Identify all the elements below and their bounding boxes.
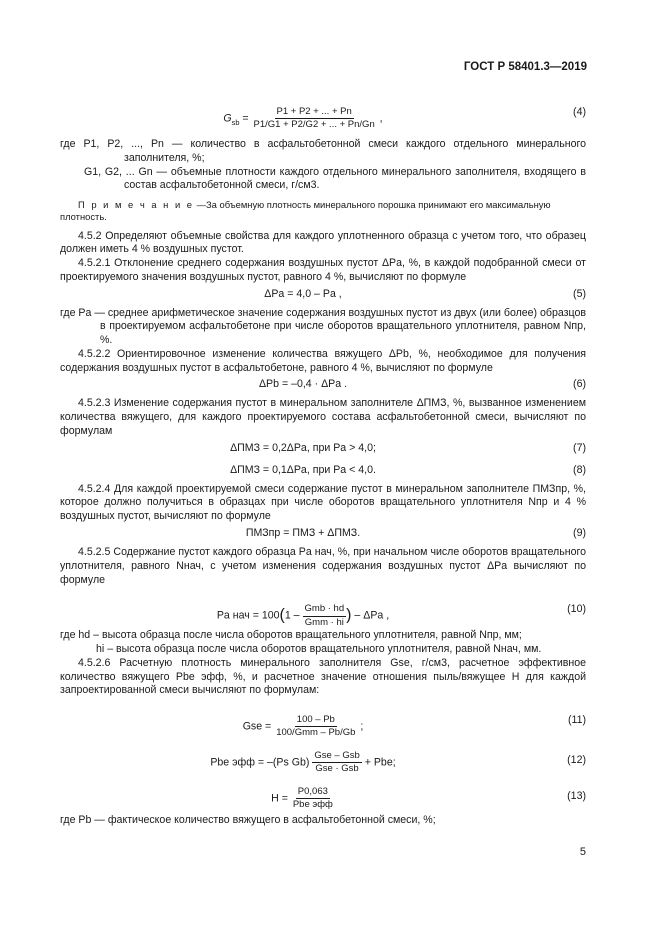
equation-13-number: (13) (567, 790, 586, 803)
equation-4 (60, 90, 586, 138)
definition-g: G1, G2, ... Gn — объемные плотности каждого отдельного минерального заполнителя, входящего в состав асфальтобетонной смеси, г/см3. (84, 165, 586, 192)
equation-13 (60, 778, 586, 814)
equation-7-number: (7) (573, 441, 586, 454)
para-4-5-2-6: 4.5.2.6 Расчетную плотность минерального заполнителя Gse, г/см3, расчетное эффективное количество вяжущего Pbe эфф, %, и расчетное значение отношения пыль/вяжущее H для каждой запроектированной смеси вычисляют по формулам: (60, 656, 586, 697)
equation-12 (60, 742, 586, 778)
definition-hi: hi – высота образца после числа оборотов вращательного уплотнителя, равной Nнач, мм. (96, 643, 542, 656)
equation-7-formula: ΔПМЗ = 0,2ΔPa, при Pa > 4,0; (230, 441, 376, 454)
equation-10-number: (10) (567, 603, 586, 616)
equation-9-formula: ПМЗпр = ПМЗ + ΔПМЗ. (245, 526, 361, 539)
equation-6-formula: ΔPb = –0,4 · ΔPa . (258, 378, 348, 391)
equation-5-formula: ΔPa = 4,0 – Pa , (264, 287, 342, 300)
equation-11-number: (11) (567, 714, 586, 727)
page-body (60, 90, 586, 828)
equation-8-formula: ΔПМЗ = 0,1ΔPa, при Pa < 4,0. (230, 463, 376, 476)
equation-4-formula: $G_{sb}$ = $\frac{P1 + P2 + ... + Pn}{P1/G1 + P2/G2 + ... + Pn/Gn}$ , (223, 106, 383, 131)
equation-9-number: (9) (573, 526, 586, 539)
note (60, 199, 586, 223)
page-header: ГОСТ Р 58401.3—2019 (463, 61, 587, 73)
equation-13-formula: H = $\frac{P0,063}{\text{Pbe эфф}}$ (271, 786, 333, 811)
equation-5 (60, 285, 586, 307)
equation-12-number: (12) (567, 754, 586, 767)
para-4-5-2-3: 4.5.2.3 Изменение содержания пустот в минеральном заполнителе ΔПМЗ, %, вызванное изменением количества вяжущего, для каждого проектируемого состава асфальтобетонной смеси, вычисляют по формулам (60, 397, 586, 437)
equation-8 (60, 461, 586, 483)
equation-10 (60, 587, 586, 629)
equation-11 (60, 698, 586, 742)
equation-12-formula: Pbe эфф = –(Ps Gb) $\frac{\text{Gse – Gsb}}{\text{Gse · Gsb}}$ + Pbe; (210, 750, 396, 775)
para-4-5-2: 4.5.2 Определяют объемные свойства для каждого уплотненного образца с учетом того, что образец должен иметь 4 % воздушных пустот. (60, 229, 586, 256)
equation-6-number: (6) (573, 378, 586, 391)
note-label: П р и м е ч а н и е (78, 199, 195, 211)
definition-pb: где Pb — фактическое количество вяжущего в асфальтобетонной смеси, %; (60, 814, 436, 827)
definition-pa: где Pa — среднее арифметическое значение содержания воздушных пустот из двух (или более) образцов в проектируемом асфальтобетоне при числе оборотов вращательного уплотнителя, равном Nпр, %. (60, 306, 586, 347)
equation-11-formula: Gse = $\frac{100 - Pb}{\text{100/Gmm – Pb/Gb}}$ ; (242, 714, 364, 739)
note-text: —За объемную плотность минерального порошка принимают его максимальную плотность. (60, 199, 551, 223)
equation-5-number: (5) (573, 287, 586, 300)
definition-p: где P1, P2, ..., Pn — количество в асфальтобетонной смеси каждого отдельного минерального заполнителя, %; (60, 138, 586, 164)
para-4-5-2-2: 4.5.2.2 Ориентировочное изменение количества вяжущего ΔPb, %, необходимое для получения содержания воздушных пустот в асфальтобетоне, равного 4 %, вычисляют по формуле (60, 347, 586, 374)
page-number: 5 (579, 846, 586, 858)
para-4-5-2-4: 4.5.2.4 Для каждой проектируемой смеси содержание пустот в минеральном заполнителе ПМЗпр, %, которое должно получиться в образцах при числе оборотов вращательного уплотнителя Nпр и 4 % воздушных пустот, вычисляют по формуле (60, 482, 586, 523)
equation-6 (60, 375, 586, 397)
para-4-5-2-1: 4.5.2.1 Отклонение среднего содержания воздушных пустот ΔPa, %, в каждой подобранной смеси от проектируемого значения воздушных пустот, равного 4 %, вычисляют по формуле (60, 257, 586, 283)
definition-hd: где hd – высота образца после числа оборотов вращательного уплотнителя, равной Nпр, мм; (60, 629, 522, 642)
equation-9 (60, 524, 586, 546)
equation-10-formula: Pa нач = 100(1 – $\frac{\text{Gmb · hd}}{\text{Gmm · hi}}$ ) – ΔPa , (216, 603, 390, 628)
equation-4-number: (4) (573, 106, 586, 118)
para-4-5-2-5: 4.5.2.5 Содержание пустот каждого образца Pa нач, %, при начальном числе оборотов вращательного уплотнителя, равного Nнач, с учетом изменения содержания воздушных пустот ΔPa вычисляют по формуле (60, 545, 586, 586)
equation-8-number: (8) (573, 463, 586, 476)
equation-7 (60, 439, 586, 461)
